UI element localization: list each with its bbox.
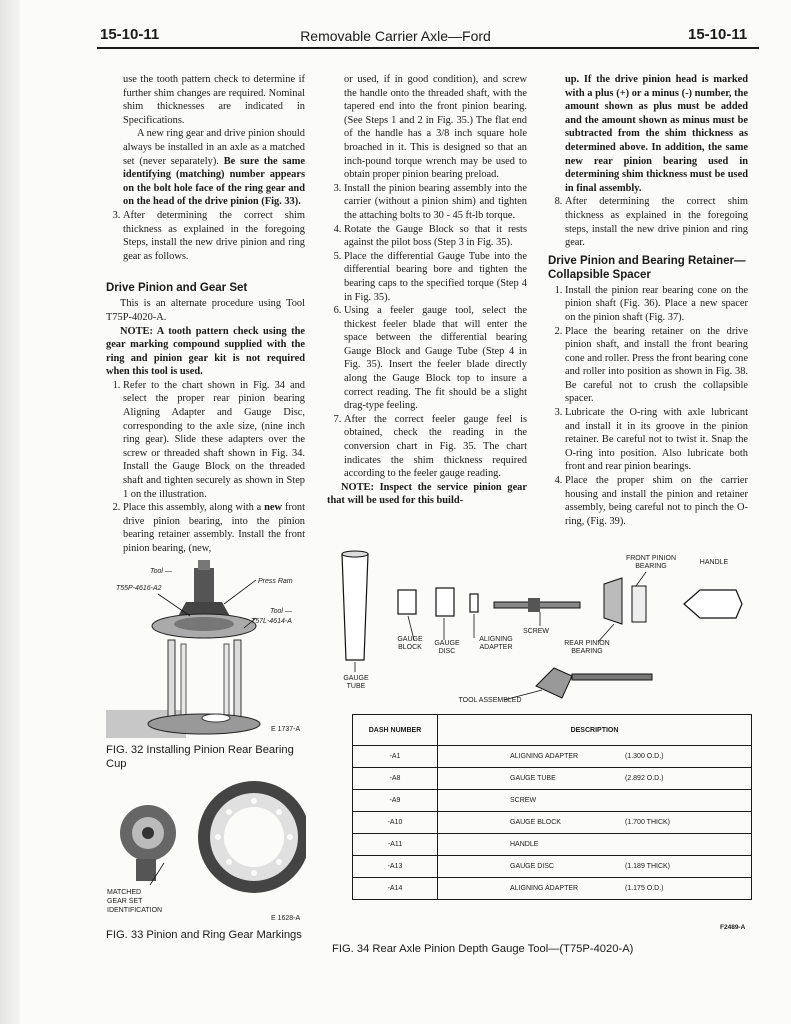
bold-text: Be sure the same identifying (matching) number appears on the bolt hole face of the ring gear and on the head of the drive pinion (Fig. 33). <box>123 155 305 208</box>
table-header: DASH NUMBER <box>353 715 438 746</box>
figure-code: F2489-A <box>720 924 746 931</box>
paragraph: A new ring gear and drive pinion should always be installed in an axle as a matched set (never separately). Be sure the same identifying (matching) number appears on the bolt hole face of the ring gear and on the head of the drive pinion (Fig. 33). <box>123 128 305 208</box>
page-number-left: 15-10-11 <box>100 26 160 43</box>
table-row: -A13 GAUGE DISC (1.189 THICK) <box>353 856 752 878</box>
front-pinion-bearing-label: FRONT PINION BEARING <box>625 555 677 570</box>
tool-assembled-label: TOOL ASSEMBLED <box>458 697 522 704</box>
list-item: 2. Place the bearing retainer on the drive pinion shaft, and install the front bearing cone and roller. Press the front bearing cone and roller into position as shown in Fig. 38. Be careful not to crush the collapsible spacer. <box>565 325 748 407</box>
list-item: 1. Refer to the chart shown in Fig. 34 and select the proper rear pinion bearing Aligning Adapter and Gauge Disc, corresponding to the axle size, (nine inch ring gear). Slide these adapters over the screw or threaded shaft shown in Fig. 34. Install the Gauge Block on the threaded shaft and tighten securely as shown in Step 1 on the illustration. <box>123 379 305 501</box>
handle-label: HANDLE <box>699 559 729 566</box>
figure-32-caption: FIG. 32 Installing Pinion Rear Bearing Cup <box>106 744 294 770</box>
step-list <box>548 195 748 249</box>
paragraph: This is an alternate procedure using Tool T75P-4020-A. <box>106 298 305 323</box>
page-number-right: 15-10-11 <box>688 26 748 43</box>
tool-label: T55P-4616-A2 <box>116 585 162 592</box>
gauge-tube-label: GAUGE TUBE <box>343 675 369 690</box>
gauge-disc-label: GAUGE DISC <box>434 640 460 655</box>
press-ram-label: Press Ram <box>258 578 293 585</box>
header-rule <box>97 47 759 49</box>
matched-label: MATCHED <box>107 889 142 896</box>
list-item: 2. Place this assembly, along with a new front drive pinion bearing, into the pinion bearing retainer assembly. Install the front pinion bearing, (new, <box>123 501 305 555</box>
figure-33-caption: FIG. 33 Pinion and Ring Gear Markings <box>106 929 302 941</box>
screw-label: SCREW <box>522 628 550 635</box>
step-list <box>327 182 527 481</box>
list-item: 4. Rotate the Gauge Block so that it rests against the pilot boss (Step 3 in Fig. 35). <box>344 223 527 250</box>
figure-34-caption: FIG. 34 Rear Axle Pinion Depth Gauge Tool—(T75P-4020-A) <box>332 943 634 955</box>
matched-label: IDENTIFICATION <box>107 907 163 914</box>
column-1 <box>106 73 305 556</box>
step-list <box>106 209 305 263</box>
table-row: -A11 HANDLE <box>353 834 752 856</box>
paragraph: or used, if in good condition), and screw the handle onto the threaded shaft, with the tapered end into the front pinion bearing. (See Steps 1 and 2 in Fig. 35.) The flat end of the handle has a 3/8 inch square hole broached in it. This is designed so that an inch-pound torque wrench may be used to obtain proper pinion bearing preload. <box>344 74 527 181</box>
list-item: 8. After determining the correct shim thickness as explained in the foregoing steps, install the new drive pinion and ring gear. <box>565 195 748 249</box>
list-item: 3. After determining the correct shim thickness as explained in the foregoing Steps, install the new drive pinion and ring gear as follows. <box>123 209 305 263</box>
step-list <box>548 284 748 529</box>
table-header-row <box>353 715 752 746</box>
page-title: Removable Carrier Axle—Ford <box>300 28 491 44</box>
section-heading: Drive Pinion and Bearing Retainer—Collapsible Spacer <box>548 254 746 281</box>
page-binder-edge <box>0 0 20 1024</box>
tool-label: Tool — <box>150 568 172 575</box>
note: NOTE: Inspect the service pinion gear that will be used for this build- <box>327 481 527 507</box>
step-list <box>106 379 305 556</box>
table-row: -A9 SCREW <box>353 790 752 812</box>
list-item: 3. Lubricate the O-ring with axle lubricant and install it in its groove in the pinion retainer. Be careful not to twist it. Snap the O-ring into position. Also lubricate both front and rear pinion bearings. <box>565 406 748 474</box>
section-heading: Drive Pinion and Gear Set <box>106 282 248 295</box>
paragraph: use the tooth pattern check to determine if further shim changes are required. Nominal shim thicknesses are indicated in Specifications. <box>123 74 305 126</box>
table-row: -A1 ALIGNING ADAPTER (1.300 O.D.) <box>353 746 752 768</box>
list-item: 5. Place the differential Gauge Tube into the differential bearing bore and tighten the bearing caps to the specified torque (Step 4 in Fig. 35). <box>344 250 527 304</box>
matched-label: GEAR SET <box>107 898 143 905</box>
note: NOTE: A tooth pattern check using the gear marking compound supplied with the ring and pinion gear kit is not required when this tool is used. <box>106 325 305 378</box>
list-item: 6. Using a feeler gauge tool, select the thickest feeler blade that will enter the space between the differential bearing Gauge Block and Gauge Tube (Step 4 in Fig. 35). Insert the feeler blade directly along the Gauge Block top to insure a correct reading. The fit should be a slight drag-type feeling. <box>344 304 527 413</box>
list-item: 3. Install the pinion bearing assembly into the carrier (without a pinion shim) and tighten the attaching bolts to 30 - 45 ft-lb torque. <box>344 182 527 223</box>
figure-code: E 1737-A <box>271 726 301 733</box>
table-header: DESCRIPTION <box>438 715 752 746</box>
gauge-block-label: GAUGE BLOCK <box>397 636 423 651</box>
list-item: 4. Place the proper shim on the carrier housing and install the pinion and retainer assembly, being careful not to pinch the O-ring, (Fig. 39). <box>565 474 748 528</box>
column-3 <box>548 73 748 528</box>
column-2 <box>327 73 527 508</box>
figure-code: E 1628-A <box>271 915 301 922</box>
table-row: -A10 GAUGE BLOCK (1.700 THICK) <box>353 812 752 834</box>
aligning-adapter-label: ALIGNING ADAPTER <box>479 636 513 651</box>
tool-label: T57L-4614-A <box>251 618 292 625</box>
table-row: -A14 ALIGNING ADAPTER (1.175 O.D.) <box>353 878 752 900</box>
list-item: 7. After the correct feeler gauge feel is obtained, check the reading in the conversion chart in Fig. 35. The chart indicates the shim thickness required according to the feeler gauge reading. <box>344 413 527 481</box>
list-item: 1. Install the pinion rear bearing cone on the pinion shaft (Fig. 36). Place a new spacer on the pinion shaft (Fig. 37). <box>565 284 748 325</box>
dash-number-table <box>352 714 752 900</box>
rear-pinion-bearing-label: REAR PINION BEARING <box>564 640 610 655</box>
bold-paragraph: up. If the drive pinion head is marked with a plus (+) or a minus (-) number, the amount shown as plus must be added and the amount shown as minus must be subtracted from the shim thickness as determined above. In addition, the same new rear pinion bearing used in determining shim thickness must be used in final assembly. <box>565 74 748 194</box>
table-row: -A8 GAUGE TUBE (2.892 O.D.) <box>353 768 752 790</box>
tool-label: Tool — <box>270 608 292 615</box>
